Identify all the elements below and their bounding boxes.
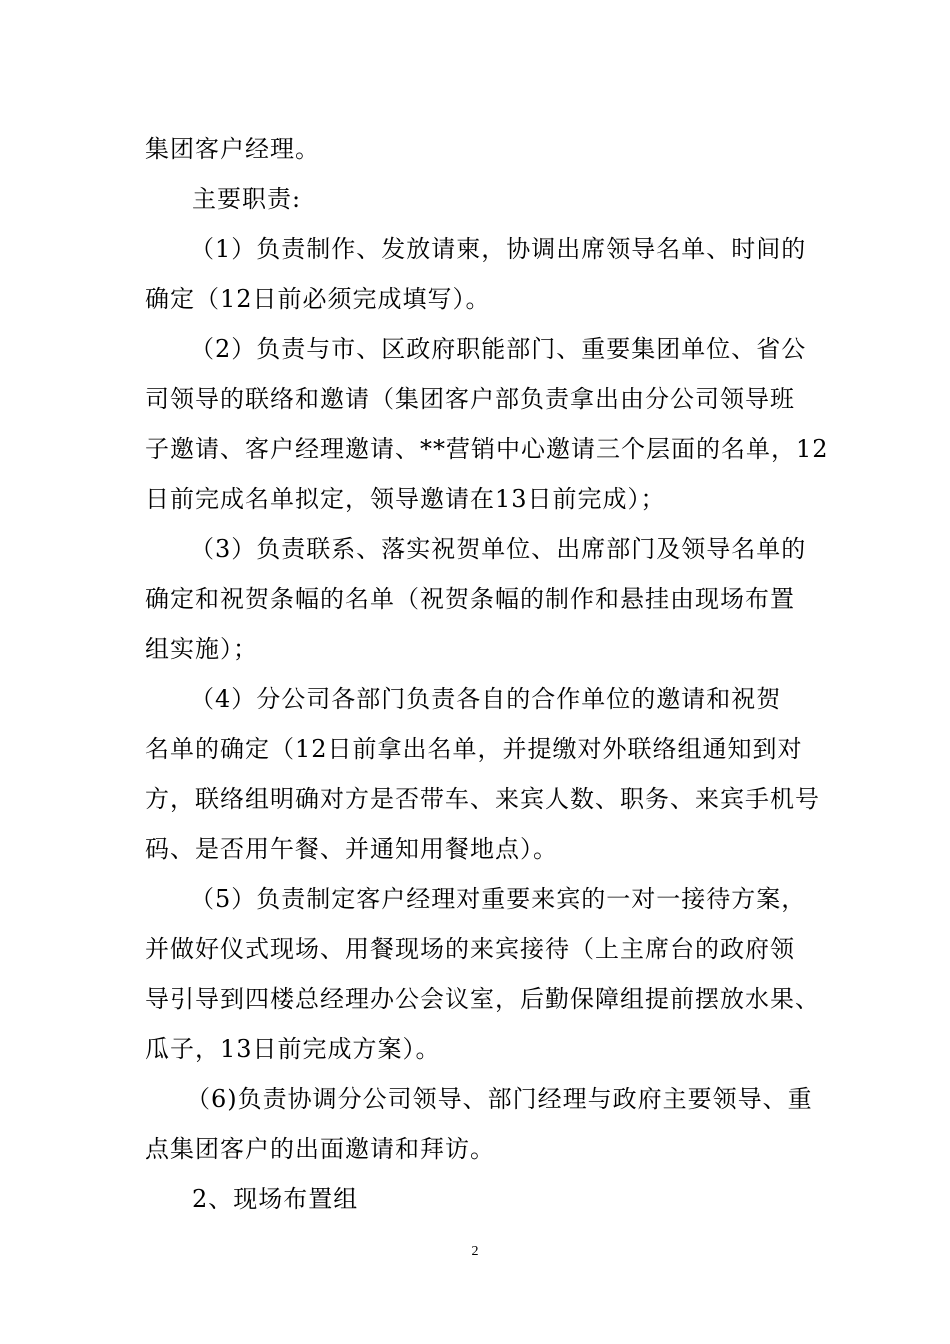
- text-line: （5）负责制定客户经理对重要来宾的一对一接待方案，: [190, 885, 807, 913]
- text-line: 组实施）；: [145, 635, 258, 663]
- section-heading: 2、现场布置组: [192, 1185, 359, 1213]
- text-line: （6)负责协调分公司领导、部门经理与政府主要领导、重: [186, 1085, 813, 1113]
- text-line: 并做好仪式现场、用餐现场的来宾接待（上主席台的政府领: [145, 935, 795, 963]
- text-line: （1）负责制作、发放请柬，协调出席领导名单、时间的: [190, 235, 807, 263]
- text-line: 子邀请、客户经理邀请、**营销中心邀请三个层面的名单，12: [145, 435, 829, 463]
- text-line: （2）负责与市、区政府职能部门、重要集团单位、省公: [190, 335, 807, 363]
- text-line: 名单的确定（12日前拿出名单，并提缴对外联络组通知到对: [145, 735, 803, 763]
- text-line: （3）负责联系、落实祝贺单位、出席部门及领导名单的: [190, 535, 807, 563]
- text-line: 主要职责:: [192, 185, 302, 213]
- text-line: 日前完成名单拟定，领导邀请在13日前完成）；: [145, 485, 666, 513]
- page-number: 2: [471, 1244, 479, 1259]
- text-line: （4）分公司各部门负责各自的合作单位的邀请和祝贺: [190, 685, 782, 713]
- text-line: 司领导的联络和邀请（集团客户部负责拿出由分公司领导班: [145, 385, 795, 413]
- text-line: 确定和祝贺条幅的名单（祝贺条幅的制作和悬挂由现场布置: [145, 585, 795, 613]
- text-line: 点集团客户的出面邀请和拜访。: [145, 1135, 495, 1163]
- text-line: 导引导到四楼总经理办公会议室，后勤保障组提前摆放水果、: [145, 985, 820, 1013]
- text-line: 码、是否用午餐、并通知用餐地点）。: [145, 835, 558, 863]
- text-line: 瓜子，13日前完成方案）。: [145, 1035, 441, 1063]
- text-line: 确定（12日前必须完成填写）。: [145, 285, 491, 313]
- text-line: 集团客户经理。: [145, 135, 320, 163]
- text-line: 方，联络组明确对方是否带车、来宾人数、职务、来宾手机号: [145, 785, 820, 813]
